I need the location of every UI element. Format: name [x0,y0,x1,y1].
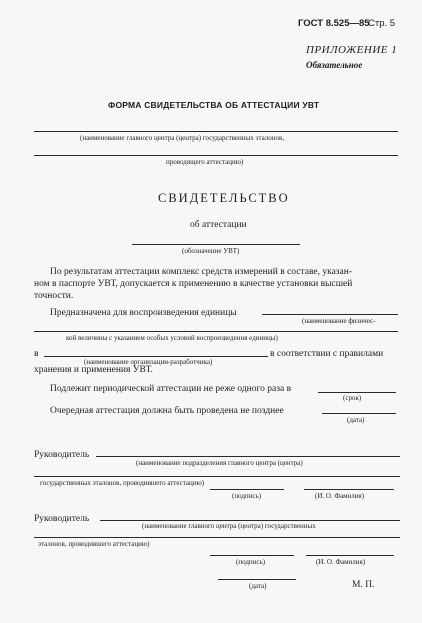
center-name-line [34,131,398,132]
head1-cont-line [34,476,400,477]
date-caption-1: (дата) [347,416,365,424]
name-line-2 [306,555,394,556]
date-caption-2: (дата) [249,582,267,590]
signature-line-2 [210,555,294,556]
developer-line [44,356,268,357]
date-line-2 [218,579,296,580]
signature-caption-1: (подпись) [232,492,262,500]
appendix-title: ПРИЛОЖЕНИЕ 1 [306,44,398,56]
page-number: Стр. 5 [368,18,396,29]
developer-caption: (наименование организации-разработчика) [84,358,213,366]
para-line-2: ном в паспорте УВТ, допускается к применению в качестве установки высшей [34,279,353,289]
periodic-text: Подлежит периодической аттестации не реже одного раза в [50,384,292,394]
gost-number: ГОСТ 8.525—85 [298,18,370,29]
appendix-status: Обязательное [306,60,363,70]
center-name-caption: (наименование главного центра (центра) государственных эталонов, [80,134,285,142]
head2-center-caption: (наименование главного центра (центра) государственных [142,522,316,530]
head1-subdiv-caption: (наименование подразделения главного центра (центра) [136,459,303,467]
uvt-designation-caption: (обозначение УВТ) [182,247,240,255]
form-title: ФОРМА СВИДЕТЕЛЬСТВА ОБ АТТЕСТАЦИИ УВТ [108,100,320,110]
certificate-subtitle: об аттестации [190,220,247,230]
quantity-line [262,314,398,315]
quantity-line-2 [34,331,398,332]
name-caption-1: (И. О. Фамилия) [315,492,365,500]
head-label-1: Руководитель [34,450,90,460]
in-accordance-text: в соответствии с правилами [270,349,384,359]
head1-subdiv-line [96,456,400,457]
para-line-1: По результатам аттестации комплекс средств измерений в составе, указан- [50,267,353,277]
center-name-caption-2: проводящего аттестацию) [166,158,244,166]
head2-center-line [100,520,400,521]
head-label-2: Руководитель [34,514,90,524]
seal-text: М. П. [352,580,375,590]
next-text: Очередная аттестация должна быть проведена не позднее [50,406,284,416]
quantity-caption: (наименование физичес- [302,317,376,325]
head2-cont-line [34,537,400,538]
quantity-caption-2: кой величины с указанием особых условий воспроизведения единицы) [66,334,278,342]
name-line-1 [304,489,394,490]
center-name-line-2 [34,155,398,156]
term-line [318,392,396,393]
storage-text: хранения и применения УВТ. [34,365,153,375]
para-line-3: точности. [34,291,74,301]
head2-cont-caption: эталонов, проводившего аттестацию) [38,540,150,548]
purpose-text: Предназначена для воспроизведения единицы [50,308,237,318]
signature-caption-2: (подпись) [236,558,266,566]
head1-cont-caption: государственных эталонов, проводившего аттестацию) [40,479,205,487]
date-line-1 [322,413,396,414]
in-prefix: в [34,349,39,359]
certificate-title: СВИДЕТЕЛЬСТВО [158,191,290,205]
uvt-designation-line [132,244,300,245]
term-caption: (срок) [343,394,362,402]
signature-line-1 [210,489,284,490]
name-caption-2: (И. О. Фамилия) [316,558,366,566]
